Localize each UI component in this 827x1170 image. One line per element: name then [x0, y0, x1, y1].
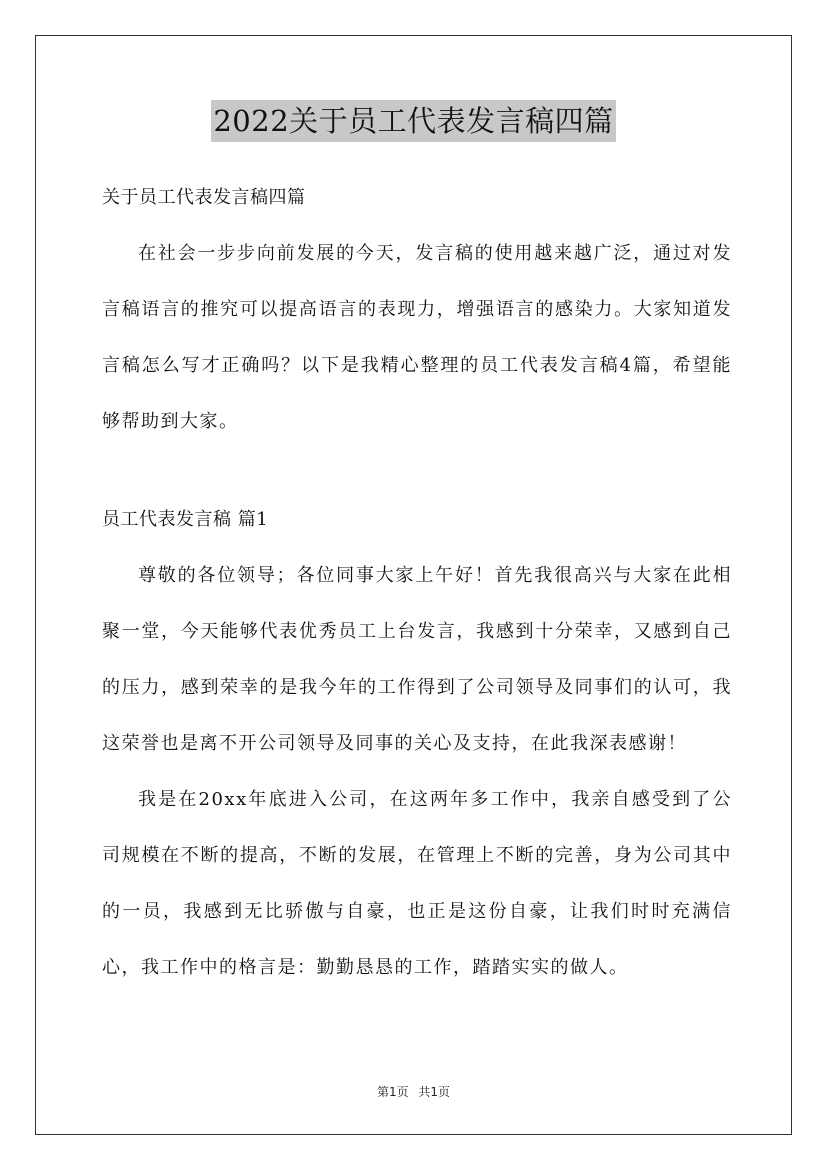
section-1-heading: 员工代表发言稿 篇1 — [102, 509, 269, 530]
page-number: 第1页 — [376, 1085, 409, 1099]
section-1 — [102, 492, 732, 996]
total-pages: 共1页 — [418, 1085, 451, 1099]
title-container — [0, 100, 827, 142]
intro-heading: 关于员工代表发言稿四篇 — [102, 187, 306, 208]
intro-paragraph: 在社会一步步向前发展的今天，发言稿的使用越来越广泛，通过对发言稿语言的推究可以提高语言的表现力，增强语言的感染力。大家知道发言稿怎么写才正确吗？以下是我精心整理的员工代表发言稿4篇，希望能够帮助到大家。 — [102, 243, 732, 432]
section-1-paragraph-2: 我是在20xx年底进入公司，在这两年多工作中，我亲自感受到了公司规模在不断的提高，不断的发展，在管理上不断的完善，身为公司其中的一员，我感到无比骄傲与自豪，也正是这份自豪，让我们时时充满信心，我工作中的格言是：勤勤恳恳的工作，踏踏实实的做人。 — [102, 789, 732, 978]
document-title: 2022关于员工代表发言稿四篇 — [211, 100, 615, 142]
page-footer — [0, 1083, 827, 1100]
section-1-paragraph-1: 尊敬的各位领导；各位同事大家上午好！首先我很高兴与大家在此相聚一堂，今天能够代表优秀员工上台发言，我感到十分荣幸，又感到自己的压力，感到荣幸的是我今年的工作得到了公司领导及同事们的认可，我这荣誉也是离不开公司领导及同事的关心及支持，在此我深表感谢！ — [102, 565, 732, 754]
intro-section — [102, 170, 732, 450]
